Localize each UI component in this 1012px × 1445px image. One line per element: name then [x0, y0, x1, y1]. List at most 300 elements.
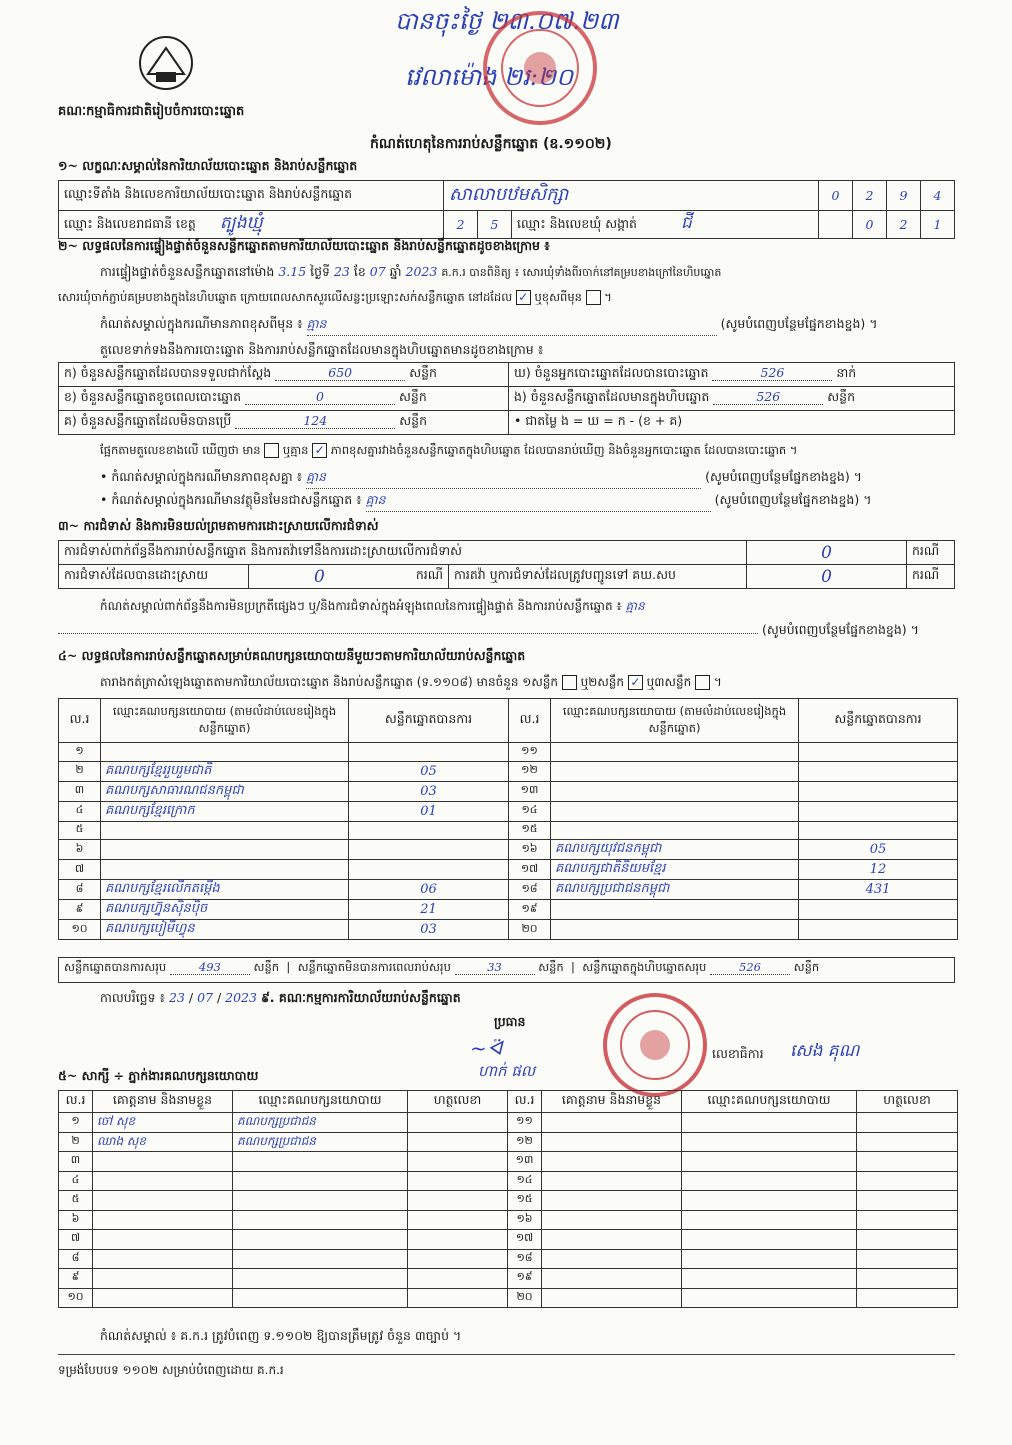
s5-witness-table	[58, 1090, 958, 1308]
witness-signature	[408, 1269, 508, 1289]
table-row	[59, 821, 958, 840]
witness-party	[682, 1171, 857, 1191]
s4-one-sheet-checkbox[interactable]	[562, 675, 577, 690]
s2-b-label: ខ) ចំនួនសន្លឹកឆ្នោតខូចពេលបោះឆ្នោត	[64, 389, 242, 404]
s1-commune-cell	[512, 211, 819, 239]
s4-chair-label: ប្រធាន	[494, 1014, 526, 1029]
result-votes: 03	[349, 920, 509, 940]
s1-code-digit: 2	[853, 181, 887, 211]
s4-secretary-label: លេខាធិការ	[712, 1046, 764, 1061]
s4-total-invalid-unit: សន្លឹក	[538, 960, 564, 974]
s2-d-label: ឃ) ចំនួនអ្នកបោះឆ្នោតដែលបានបោះឆ្នោត	[514, 365, 709, 380]
s2-e-unit: សន្លឹក	[827, 389, 856, 404]
witness-name	[542, 1288, 682, 1308]
s3-r2-label2: ការតវ៉ា ឬការជំទាស់ដែលត្រូវបញ្ជូនទៅ គឃ.សប	[449, 565, 747, 589]
witness-name	[93, 1269, 233, 1289]
s4-secretary-name: សេង គុណ	[790, 1041, 860, 1061]
table-row	[59, 801, 958, 821]
result-no: ១៣	[509, 781, 551, 801]
result-no: ១៧	[509, 860, 551, 880]
witness-party	[233, 1230, 408, 1250]
section1-heading: ១~ លក្ខណៈសម្គាល់នៃការិយាល័យបោះឆ្នោត និងរាប់សន្លឹកឆ្នោត	[58, 158, 358, 173]
s5-col-no-right: ល.រ	[508, 1091, 542, 1113]
witness-party	[233, 1152, 408, 1172]
s2-unchanged-checkbox[interactable]: ✓	[516, 290, 531, 305]
s1-code-digit: 9	[887, 181, 921, 211]
witness-signature	[857, 1269, 958, 1289]
witness-name	[542, 1113, 682, 1133]
s4-col-party: ឈ្មោះគណបក្សនយោបាយ (តាមលំដាប់លេខរៀងក្នុងសន្លឹកឆ្នោត)	[101, 699, 349, 743]
s3-table	[58, 540, 955, 589]
result-no: ១៤	[509, 801, 551, 821]
s2-note1	[100, 316, 960, 336]
s4-two-sheet-checkbox[interactable]: ✓	[628, 675, 643, 690]
s2-check-tail: ភាពខុសគ្នារវាងចំនួនសន្លឹកឆ្នោតក្នុងហិបឆ្នោត ដែលបានរាប់ឃើញ និងចំនួនអ្នកបោះឆ្នោត ដែលបានបោះឆ្នោត ។	[330, 443, 798, 457]
section5-heading: ៥~ សាក្សី ÷ ភ្នាក់ងារគណបក្សនយោបាយ	[58, 1068, 259, 1083]
witness-name	[93, 1171, 233, 1191]
witness-name	[93, 1191, 233, 1211]
s2-b-unit: សន្លឹក	[398, 389, 427, 404]
s2-p1-text-c: ខែ	[353, 264, 366, 279]
witness-signature	[408, 1230, 508, 1250]
s2-p1-text-b: ថ្ងៃទី	[310, 264, 330, 279]
result-no: ១៥	[509, 821, 551, 840]
witness-no: ១៣	[508, 1152, 542, 1172]
s2-paragraph1	[100, 264, 960, 283]
s4-total-box-value: 526	[710, 960, 790, 975]
witness-signature	[408, 1132, 508, 1152]
witness-name	[542, 1269, 682, 1289]
s4-total-box-unit: សន្លឹក	[793, 960, 820, 974]
witness-name	[93, 1210, 233, 1230]
witness-no: ១៩	[508, 1269, 542, 1289]
s2-note1-value: គ្មាន	[307, 316, 717, 336]
witness-party	[233, 1171, 408, 1191]
s1-location-label: ឈ្មោះទីតាំង និងលេខការិយាល័យបោះឆ្នោត និងរាប់សន្លឹកឆ្នោត	[59, 181, 444, 211]
s5-col-name: គោត្តនាម និងនាមខ្លួន	[93, 1091, 233, 1113]
s3-note	[100, 598, 960, 616]
result-no: ៦	[59, 840, 101, 860]
s2-d-unit: នាក់	[836, 365, 857, 380]
result-party	[101, 821, 349, 840]
witness-party	[682, 1269, 857, 1289]
s2-month-value: 07	[369, 264, 386, 279]
result-votes	[349, 840, 509, 860]
s2-d-value: 526	[712, 365, 832, 381]
result-votes	[349, 821, 509, 840]
s2-no-diff-checkbox[interactable]: ✓	[312, 443, 327, 458]
s5-witness-body	[59, 1113, 958, 1308]
s4-total-box-label: សន្លឹកឆ្នោតក្នុងហិបឆ្នោតសរុប	[582, 960, 707, 974]
witness-party	[233, 1249, 408, 1269]
s4-date-month: 07	[197, 990, 213, 1005]
witness-signature	[408, 1171, 508, 1191]
result-party: គណបក្សបៀមីហ្វុន	[101, 920, 349, 940]
section1-table	[58, 180, 955, 239]
witness-no: ៥	[59, 1191, 93, 1211]
s2-note2	[100, 469, 960, 489]
s2-p1-text-a: ការផ្ទៀងផ្ទាត់ចំនួនសន្លឹកឆ្នោតនៅម៉ោង	[100, 264, 275, 279]
table-row	[59, 1113, 958, 1133]
witness-signature	[857, 1249, 958, 1269]
result-party	[551, 900, 799, 920]
s2-b-value: 0	[245, 389, 395, 405]
result-votes: 05	[799, 840, 958, 860]
result-party: គណបក្សហ្វ៊ុនស៊ិនប៉ិច	[101, 900, 349, 920]
s2-note3-label: • កំណត់សម្គាល់ក្នុងករណីមានវត្ថុមិនមែនជាសន្លឹកឆ្នោត ៖	[100, 492, 362, 507]
table-row	[59, 840, 958, 860]
result-party	[551, 743, 799, 762]
witness-no: ៣	[59, 1152, 93, 1172]
s3-note-line2	[58, 622, 958, 641]
s2-e-value: 526	[713, 389, 823, 405]
witness-name	[93, 1230, 233, 1250]
section2-heading: ២~ លទ្ធផលនៃការផ្ទៀងផ្ទាត់ចំនួនសន្លឹកឆ្នោតតាមការិយាល័យបោះឆ្នោត និងរាប់សន្លឹកឆ្នោតដូចខាងក្រោម ៖	[58, 238, 550, 253]
s3-r2-value-cell	[249, 565, 449, 589]
witness-no: ៧	[59, 1230, 93, 1250]
table-row	[59, 1269, 958, 1289]
s2-a-unit: សន្លឹក	[409, 365, 437, 380]
official-stamp-top	[480, 8, 600, 128]
witness-no: ១១	[508, 1113, 542, 1133]
s4-total-valid-label: សន្លឹកឆ្នោតបានការសរុប	[64, 960, 167, 974]
table-row	[59, 1249, 958, 1269]
witness-name	[93, 1288, 233, 1308]
s4-col-votes-right: សន្លឹកឆ្នោតបានការ	[799, 699, 958, 743]
s2-p1-text-e: គ.ក.រ បានពិនិត្យ ៖ សោរឃុំទាំងពីរចាក់នៅគម្របខាងក្រៅនៃហិបឆ្នោត	[441, 266, 722, 279]
s5-col-sign: ហត្ថលេខា	[408, 1091, 508, 1113]
witness-no: ១	[59, 1113, 93, 1133]
s4-chair-signature: ~ᢲ	[470, 1036, 502, 1060]
result-party: គណបក្សខ្មែររួបរួមជាតិ	[101, 761, 349, 781]
s2-p1-text-d: ឆ្នាំ	[389, 264, 402, 279]
s4-col-no-right: ល.រ	[509, 699, 551, 743]
s3-r2-unit2: ករណី	[907, 565, 955, 589]
witness-signature	[408, 1191, 508, 1211]
witness-signature	[857, 1191, 958, 1211]
s1-commune-code-digit: 0	[853, 211, 887, 239]
s1-province-code-digit: 2	[444, 211, 478, 239]
result-votes: 05	[349, 761, 509, 781]
witness-no: ១៨	[508, 1249, 542, 1269]
s4-date-line: កាលបរិច្ឆេទ ៖ 23 / 07 / 2023 ៩. គណៈកម្មការការិយាល័យរាប់សន្លឹកឆ្នោត	[100, 990, 461, 1005]
s4-total-invalid-label: សន្លឹកឆ្នោតមិនបានការពេលរាប់សរុប	[297, 960, 451, 974]
result-no: ១៩	[509, 900, 551, 920]
s2-figure-a	[59, 363, 509, 387]
s1-province-code-digit: 5	[478, 211, 512, 239]
result-no: ៣	[59, 781, 101, 801]
s2-year-value: 2023	[405, 264, 438, 279]
result-no: ៤	[59, 801, 101, 821]
witness-party	[682, 1288, 857, 1308]
witness-name	[542, 1210, 682, 1230]
section3-heading: ៣~ ការជំទាស់ និងការមិនយល់ព្រមតាមការដោះស្រាយលើការជំទាស់	[58, 518, 379, 533]
s5-col-no: ល.រ	[59, 1091, 93, 1113]
witness-name	[542, 1152, 682, 1172]
result-votes	[799, 743, 958, 762]
s2-note2-value: គ្មាន	[306, 469, 701, 489]
s2-formula: • ជាតម្លៃ ង = ឃ = ក - (ខ + គ)	[509, 411, 955, 435]
result-no: ២	[59, 761, 101, 781]
witness-party	[682, 1210, 857, 1230]
result-no: ១៦	[509, 840, 551, 860]
s2-check-text: ផ្អែកតាមតួលេខខាងលើ ឃើញថា មាន	[100, 443, 261, 457]
result-no: ៩	[59, 900, 101, 920]
result-party	[101, 743, 349, 762]
s3-r2-value: 0	[314, 566, 325, 587]
s2-a-label: ក) ចំនួនសន្លឹកឆ្នោតដែលបានទទួលជាក់ស្តែង	[64, 365, 272, 380]
s5-col-sign-right: ហត្ថលេខា	[857, 1091, 958, 1113]
s2-c-unit: សន្លឹក	[399, 413, 428, 428]
witness-no: ១៦	[508, 1210, 542, 1230]
witness-name: ឈាង សុខ	[93, 1132, 233, 1152]
handwritten-date-note: បានចុះថ្ងៃ ២៣.០៧.២៣	[395, 7, 619, 35]
table-row	[59, 1191, 958, 1211]
s3-r1-unit: ករណី	[907, 541, 955, 565]
result-no: ៧	[59, 860, 101, 880]
s3-note-value: គ្មាន	[625, 599, 645, 613]
table-row	[59, 1210, 958, 1230]
witness-no: ២០	[508, 1288, 542, 1308]
s4-sub-text: តារាងកត់ត្រាសំឡេងឆ្នោតតាមការិយាល័យបោះឆ្នោត និងរាប់សន្លឹកឆ្នោត (ទ.១១០៨) មានចំនួន ១សន្លឹក	[100, 675, 558, 689]
s2-figure-c	[59, 411, 509, 435]
result-votes	[799, 781, 958, 801]
result-party	[551, 781, 799, 801]
witness-no: ១២	[508, 1132, 542, 1152]
result-party: គណបក្សសាធារណជនកម្ពុជា	[101, 781, 349, 801]
s4-sub: តារាងកត់ត្រាសំឡេងឆ្នោតតាមការិយាល័យបោះឆ្នោត និងរាប់សន្លឹកឆ្នោត (ទ.១១០៨) មានចំនួន ១សន្លឹក ឬ២សន្លឹក ✓ ឬ៣សន្លឹក ។	[100, 675, 722, 689]
result-votes	[799, 920, 958, 940]
s2-a-value: 650	[275, 365, 405, 381]
s2-time-value: 3.15	[278, 264, 307, 279]
handwritten-time-note: វេលាម៉ោង ២រ:២០	[405, 63, 574, 91]
table-row	[59, 920, 958, 940]
witness-party	[233, 1288, 408, 1308]
s2-figure-b	[59, 387, 509, 411]
s4-results-body	[59, 743, 958, 940]
witness-signature	[408, 1249, 508, 1269]
table-row	[59, 900, 958, 920]
s4-total-invalid-value: 33	[455, 960, 535, 975]
s3-r1-label: ការជំទាស់ពាក់ព័ន្ធនឹងការរាប់សន្លឹកឆ្នោត និងការតវ៉ាទៅនឹងការដោះស្រាយលើការជំទាស់	[59, 541, 747, 565]
s2-check-none-text: ឬគ្មាន	[282, 443, 309, 457]
s3-r2-label: ការជំទាស់ដែលបានដោះស្រាយ	[59, 565, 249, 589]
result-no: ៥	[59, 821, 101, 840]
result-party	[551, 821, 799, 840]
s2-note2-tail: (សូមបំពេញបន្ថែមផ្នែកខាងខ្នង) ។	[705, 469, 862, 484]
s2-note3-value: គ្មាន	[366, 492, 711, 512]
witness-no: ៤	[59, 1171, 93, 1191]
s2-paragraph2: សោរឃុំចាក់ភ្ជាប់គម្របខាងក្នុងនៃហិបឆ្នោត ក្រោយពេលសាកសួរលើសន្លះប្រឡោះសក់សន្លឹកឆ្នោត នៅដដែល ✓ ឬខុសពីមុន ។	[58, 290, 612, 304]
s3-note-tail: (សូមបំពេញបន្ថែមផ្នែកខាងខ្នង) ។	[761, 622, 919, 637]
witness-party: គណបក្សប្រជាជន	[233, 1113, 408, 1133]
s2-changed-checkbox[interactable]	[586, 290, 601, 305]
witness-signature	[857, 1210, 958, 1230]
witness-signature	[857, 1152, 958, 1172]
table-row	[59, 1288, 958, 1308]
s2-c-value: 124	[235, 413, 395, 429]
result-votes	[349, 743, 509, 762]
s4-sub-text-c: ឬ៣សន្លឹក	[646, 675, 692, 689]
s2-figures-table	[58, 362, 955, 435]
s2-has-diff-checkbox[interactable]	[264, 443, 279, 458]
table-row	[59, 1171, 958, 1191]
witness-signature	[408, 1152, 508, 1172]
witness-signature	[857, 1171, 958, 1191]
doc-title: កំណត់ហេតុនៃការរាប់សន្លឹកឆ្នោត (ឧ.១១០២)	[370, 136, 612, 152]
s4-totals-row: សន្លឹកឆ្នោតបានការសរុប 493 សន្លឹក | សន្លឹកឆ្នោតមិនបានការពេលរាប់សរុប 33 សន្លឹក | សន្លឹកឆ្នោតក្នុងហិបឆ្នោតសរុប 526 សន្លឹក	[58, 957, 955, 983]
s2-note2-label: • កំណត់សម្គាល់ក្នុងករណីមានភាពខុសគ្នា ៖	[100, 469, 303, 484]
result-party: គណបក្សខ្មែរក្រោក	[101, 801, 349, 821]
result-no: ១	[59, 743, 101, 762]
s2-p2-text-b: ឬខុសពីមុន	[534, 290, 582, 304]
result-party	[551, 761, 799, 781]
s3-r2-value2: 0	[747, 565, 907, 589]
witness-no: ២	[59, 1132, 93, 1152]
s4-three-sheet-checkbox[interactable]	[695, 675, 710, 690]
s2-figure-e	[509, 387, 955, 411]
witness-name	[542, 1230, 682, 1250]
s1-province-label: ឈ្មោះ និងលេខរាជធានី ខេត្ត	[64, 216, 196, 231]
witness-name	[542, 1171, 682, 1191]
result-no: ១៨	[509, 880, 551, 900]
table-row	[59, 880, 958, 900]
witness-party	[682, 1230, 857, 1250]
result-votes: 03	[349, 781, 509, 801]
witness-name	[542, 1249, 682, 1269]
result-votes	[799, 821, 958, 840]
s1-code-digit: 4	[921, 181, 955, 211]
witness-signature	[408, 1210, 508, 1230]
table-row	[59, 1230, 958, 1250]
footer-form-label: ទម្រង់បែបបទ ១១០២ សម្រាប់បំពេញដោយ គ.ក.រ	[58, 1363, 284, 1377]
witness-signature	[408, 1288, 508, 1308]
table-row	[59, 781, 958, 801]
witness-party: គណបក្សប្រជាជន	[233, 1132, 408, 1152]
result-votes: 21	[349, 900, 509, 920]
s1-commune-label: ឈ្មោះ និងលេខឃុំ សង្កាត់	[517, 216, 637, 231]
result-party: គណបក្សយុវជនកម្ពុជា	[551, 840, 799, 860]
witness-party	[682, 1191, 857, 1211]
witness-name	[542, 1191, 682, 1211]
result-party	[551, 920, 799, 940]
witness-party	[233, 1269, 408, 1289]
witness-party	[682, 1152, 857, 1172]
result-party: គណបក្សជាតិនិយមខ្មែរ	[551, 860, 799, 880]
result-party	[101, 860, 349, 880]
s2-day-value: 23	[333, 264, 350, 279]
s1-commune-value: ជី	[680, 213, 692, 233]
result-no: ១២	[509, 761, 551, 781]
witness-no: ១៧	[508, 1230, 542, 1250]
s4-chair-name: ហាក់ ផល	[478, 1062, 536, 1080]
result-party: គណបក្សខ្មែរលើកតម្កើង	[101, 880, 349, 900]
result-no: ៨	[59, 880, 101, 900]
witness-party	[682, 1249, 857, 1269]
s1-location-value: សាលាបឋមសិក្សា	[444, 181, 819, 211]
table-row	[59, 1152, 958, 1172]
witness-signature	[408, 1113, 508, 1133]
s2-intro: តួលេខទាក់ទងនឹងការបោះឆ្នោត និងការរាប់សន្លឹកឆ្នោតដែលមានក្នុងហិបឆ្នោតមានដូចខាងក្រោម ៖	[100, 342, 544, 357]
witness-signature	[857, 1230, 958, 1250]
result-votes	[799, 761, 958, 781]
result-party	[101, 840, 349, 860]
s3-r2-unit: ករណី	[415, 566, 443, 582]
result-votes: 12	[799, 860, 958, 880]
s5-col-name-right: គោត្តនាម និងនាមខ្លួន	[542, 1091, 682, 1113]
s1-commune-code-digit: 1	[921, 211, 955, 239]
s5-col-party: ឈ្មោះគណបក្សនយោបាយ	[233, 1091, 408, 1113]
official-stamp-bottom	[600, 990, 710, 1100]
s2-note1-tail: (សូមបំពេញបន្ថែមផ្នែកខាងខ្នង) ។	[720, 316, 878, 331]
witness-party	[682, 1113, 857, 1133]
footer-divider	[58, 1354, 955, 1355]
witness-no: ៨	[59, 1249, 93, 1269]
s3-note-label: កំណត់សម្គាល់ពាក់ព័ន្ធនឹងការមិនប្រក្រតីផ្សេងៗ ឬ/និងការជំទាស់ក្នុងអំឡុងពេលនៃការផ្ទៀងផ្ទាត់ និងការរាប់សន្លឹកឆ្នោត ៖	[100, 599, 622, 613]
witness-name	[93, 1249, 233, 1269]
witness-signature	[857, 1288, 958, 1308]
result-party	[551, 801, 799, 821]
result-no: ១១	[509, 743, 551, 762]
witness-party	[233, 1210, 408, 1230]
witness-signature	[857, 1132, 958, 1152]
s2-figure-d	[509, 363, 955, 387]
s1-code-digit: 0	[819, 181, 853, 211]
s2-check-line	[100, 443, 960, 460]
footer-note: កំណត់សម្គាល់ ៖ គ.ក.រ ត្រូវបំពេញ ទ.១១០២ ឱ្យបានត្រឹមត្រូវ ចំនួន ៣ច្បាប់ ។	[100, 1328, 462, 1343]
result-votes	[349, 860, 509, 880]
org-name: គណៈកម្មាធិការជាតិរៀបចំការបោះឆ្នោត	[58, 104, 245, 119]
s1-province-value: ត្បូងឃ្មុំ	[219, 213, 263, 233]
table-row	[59, 761, 958, 781]
s4-results-table	[58, 698, 958, 940]
s4-sub-text-b: ឬ២សន្លឹក	[580, 675, 625, 689]
s1-commune-code-digit: 2	[887, 211, 921, 239]
result-no: ២០	[509, 920, 551, 940]
s2-note3	[100, 492, 960, 512]
witness-no: ១៤	[508, 1171, 542, 1191]
table-row	[59, 743, 958, 762]
result-votes: 431	[799, 880, 958, 900]
s2-note1-label: កំណត់សម្គាល់ក្នុងករណីមានភាពខុសពីមុន ៖	[100, 316, 303, 331]
result-votes: 01	[349, 801, 509, 821]
result-party: គណបក្សប្រជាជនកម្ពុជា	[551, 880, 799, 900]
witness-no: ៩	[59, 1269, 93, 1289]
witness-no: ១០	[59, 1288, 93, 1308]
witness-no: ៦	[59, 1210, 93, 1230]
witness-party	[233, 1191, 408, 1211]
s4-date-tail: ៩. គណៈកម្មការការិយាល័យរាប់សន្លឹកឆ្នោត	[260, 990, 461, 1005]
table-row	[59, 860, 958, 880]
s4-col-votes: សន្លឹកឆ្នោតបានការ	[349, 699, 509, 743]
witness-name: ចៅ សុខ	[93, 1113, 233, 1133]
s4-date-day: 23	[169, 990, 185, 1005]
result-votes: 06	[349, 880, 509, 900]
s4-total-valid-unit: សន្លឹក	[253, 960, 280, 974]
nec-logo	[136, 34, 196, 92]
section4-heading: ៤~ លទ្ធផលនៃការរាប់សន្លឹកឆ្នោតសម្រាប់គណបក្សនយោបាយនីមួយៗតាមការិយាល័យរាប់សន្លឹកឆ្នោត	[58, 648, 526, 663]
witness-no: ១៥	[508, 1191, 542, 1211]
table-row	[59, 1132, 958, 1152]
s2-p2-text: សោរឃុំចាក់ភ្ជាប់គម្របខាងក្នុងនៃហិបឆ្នោត ក្រោយពេលសាកសួរលើសន្លះប្រឡោះសក់សន្លឹកឆ្នោត នៅដដែល	[58, 290, 513, 304]
s1-province-cell	[59, 211, 444, 239]
witness-signature	[857, 1113, 958, 1133]
s4-total-valid-value: 493	[170, 960, 250, 975]
s2-c-label: គ) ចំនួនសន្លឹកឆ្នោតដែលមិនបានប្រើ	[64, 413, 232, 428]
witness-name	[542, 1132, 682, 1152]
result-votes	[799, 801, 958, 821]
s3-r1-value: 0	[747, 541, 907, 565]
